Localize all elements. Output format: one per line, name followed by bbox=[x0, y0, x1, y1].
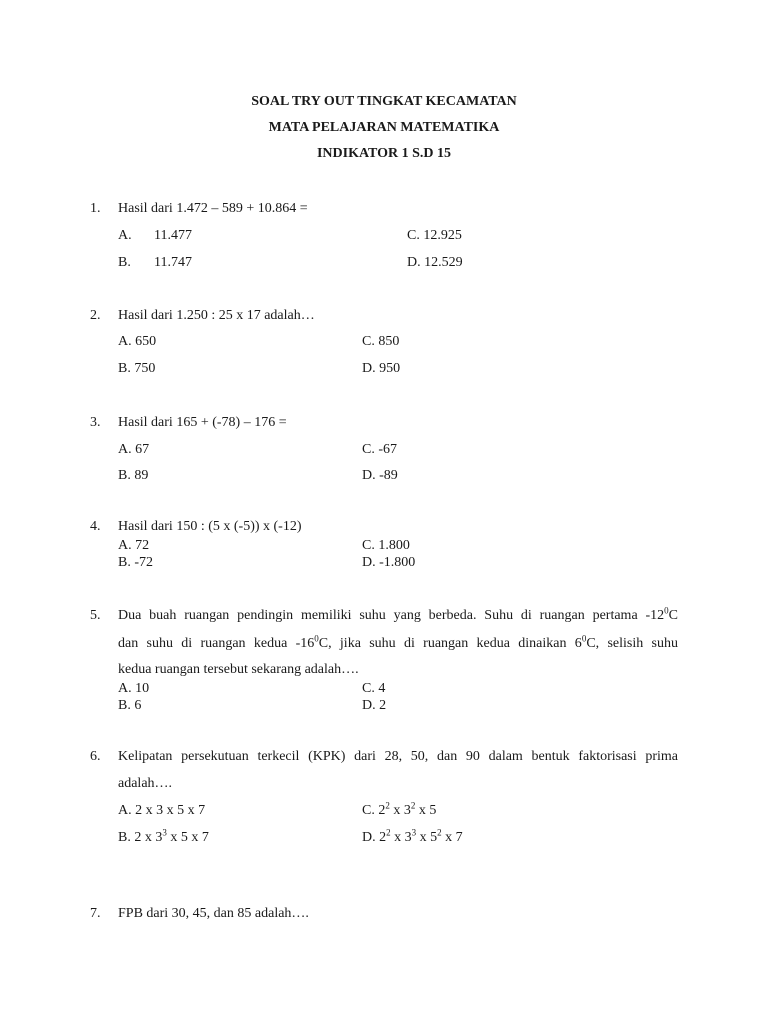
question-number: 4. bbox=[90, 519, 101, 534]
option-b: B. 11.747 bbox=[118, 255, 192, 270]
option-d: D. 2 bbox=[362, 698, 387, 713]
option-d: D. -1.800 bbox=[362, 555, 416, 570]
option-a: A. 10 bbox=[118, 681, 150, 696]
question-number: 3. bbox=[90, 415, 101, 430]
option-b: B. 2 x $3^3$ x 5 x 7 bbox=[118, 827, 209, 845]
question-text: FPB dari 30, 45, dan 85 adalah…. bbox=[118, 906, 309, 921]
question-number: 1. bbox=[90, 201, 101, 216]
question-text-line-3: kedua ruangan tersebut sekarang adalah…. bbox=[118, 662, 359, 677]
option-b: B. 6 bbox=[118, 698, 142, 713]
title-line-2: MATA PELAJARAN MATEMATIKA bbox=[268, 120, 500, 135]
question-text: Hasil dari 1.250 : 25 x 17 adalah… bbox=[118, 308, 315, 323]
option-c: C. -67 bbox=[362, 442, 397, 457]
option-c: C. 12.925 bbox=[407, 228, 462, 243]
question-text-line-2: dan suhu di ruangan kedua $-16^0C$, jika suhu di ruangan kedua dinaikan $6^0C$, selisih suhu bbox=[118, 633, 678, 651]
option-b: B. -72 bbox=[118, 555, 153, 570]
question-text-line-1: Kelipatan persekutuan terkecil (KPK) dari 28, 50, dan 90 dalam bentuk faktorisasi prima bbox=[118, 749, 678, 764]
question-number: 7. bbox=[90, 906, 101, 921]
question-text: Hasil dari 1.472 – 589 + 10.864 = bbox=[118, 201, 308, 216]
option-d: D. $2^2$ x $3^3$ x $5^2$ x 7 bbox=[362, 827, 463, 845]
option-d: D. 950 bbox=[362, 361, 401, 376]
option-a: A. 11.477 bbox=[118, 228, 192, 243]
option-b: B. 89 bbox=[118, 468, 149, 483]
option-c: C. 850 bbox=[362, 334, 400, 349]
option-c: C. 1.800 bbox=[362, 538, 410, 553]
option-a: A. 67 bbox=[118, 442, 150, 457]
question-text-line-2: adalah…. bbox=[118, 776, 173, 791]
question-number: 5. bbox=[90, 608, 101, 623]
option-a: A. 72 bbox=[118, 538, 150, 553]
option-d: D. 12.529 bbox=[407, 255, 463, 270]
title-line-1: SOAL TRY OUT TINGKAT KECAMATAN bbox=[251, 94, 517, 109]
title-line-3: INDIKATOR 1 S.D 15 bbox=[316, 146, 452, 161]
option-d: D. -89 bbox=[362, 468, 398, 483]
question-text-line-1: Dua buah ruangan pendingin memiliki suhu yang berbeda. Suhu di ruangan pertama $-12^0C$ bbox=[118, 605, 678, 623]
option-a: A. 2 x 3 x 5 x 7 bbox=[118, 803, 206, 818]
option-c: C. $2^2$ x $3^2$ x 5 bbox=[362, 800, 437, 818]
option-c: C. 4 bbox=[362, 681, 386, 696]
question-text: Hasil dari 150 : (5 x (-5)) x (-12) bbox=[118, 519, 302, 534]
question-number: 6. bbox=[90, 749, 101, 764]
question-text: Hasil dari 165 + (-78) – 176 = bbox=[118, 415, 287, 430]
question-number: 2. bbox=[90, 308, 101, 323]
option-a: A. 650 bbox=[118, 334, 157, 349]
option-b: B. 750 bbox=[118, 361, 156, 376]
